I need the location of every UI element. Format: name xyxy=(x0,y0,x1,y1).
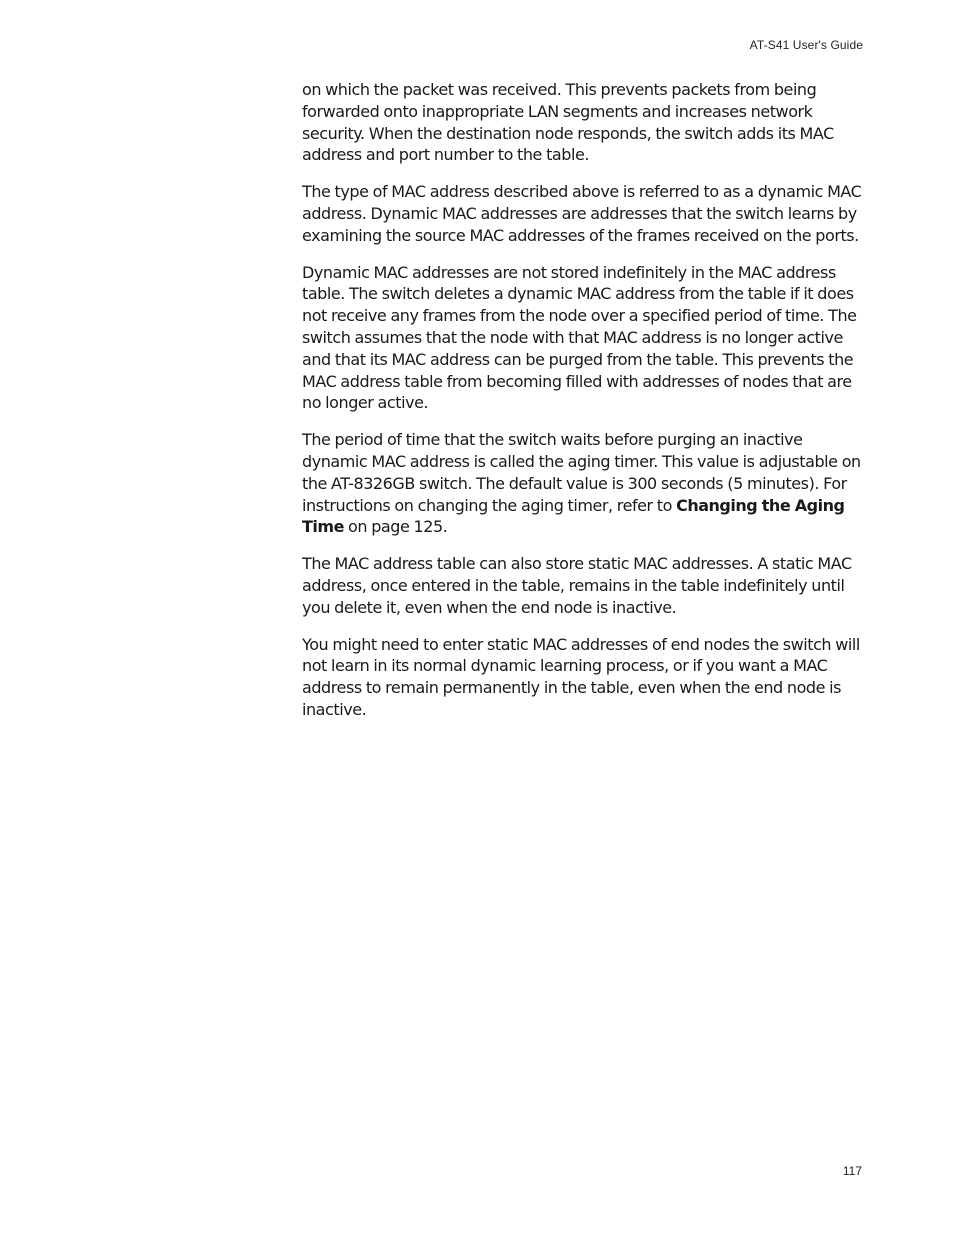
paragraph-static-mac-usage: You might need to enter static MAC addresses of end nodes the switch will not learn in its normal dynamic learning process, or if you want a MAC address to remain permanently in the table, even when the end node is inactive. xyxy=(302,634,860,719)
page-number: 117 xyxy=(842,1164,862,1178)
running-header: AT-S41 User's Guide xyxy=(749,38,863,52)
paragraph-dynamic-mac: The type of MAC address described above is referred to as a dynamic MAC address. Dynamic MAC addresses are addresses that the switch learns by examining the source MAC addresses of the frames received on the ports. xyxy=(302,182,862,245)
aging-text-before: The period of time that the switch waits before purging an inactive dynamic MAC address is called the aging timer. This value is adjustable on the AT-8326GB switch. The default value is 300 seconds (5 minutes). For instructions on changing the aging timer, refer to xyxy=(302,430,861,515)
paragraph-aging-timer xyxy=(302,429,864,538)
paragraph-packet-forwarding: on which the packet was received. This prevents packets from being forwarded onto inappropriate LAN segments and increases network security. When the destination node responds, the switch adds its MAC address and port number to the table. xyxy=(302,80,834,165)
paragraph-dynamic-mac-storage: Dynamic MAC addresses are not stored indefinitely in the MAC address table. The switch deletes a dynamic MAC address from the table if it does not receive any frames from the node over a specified period of time. The switch assumes that the node with that MAC address is no longer active and that its MAC address can be purged from the table. This prevents the MAC address table from becoming filled with addresses of nodes that are no longer active. xyxy=(302,262,857,413)
cross-reference-link[interactable]: Changing the Aging Time xyxy=(302,495,845,537)
body-text xyxy=(302,79,864,736)
aging-text-after: on page 125. xyxy=(343,517,448,537)
paragraph-static-mac: The MAC address table can also store static MAC addresses. A static MAC address, once entered in the table, remains in the table indefinitely until you delete it, even when the end node is inactive. xyxy=(302,554,852,617)
